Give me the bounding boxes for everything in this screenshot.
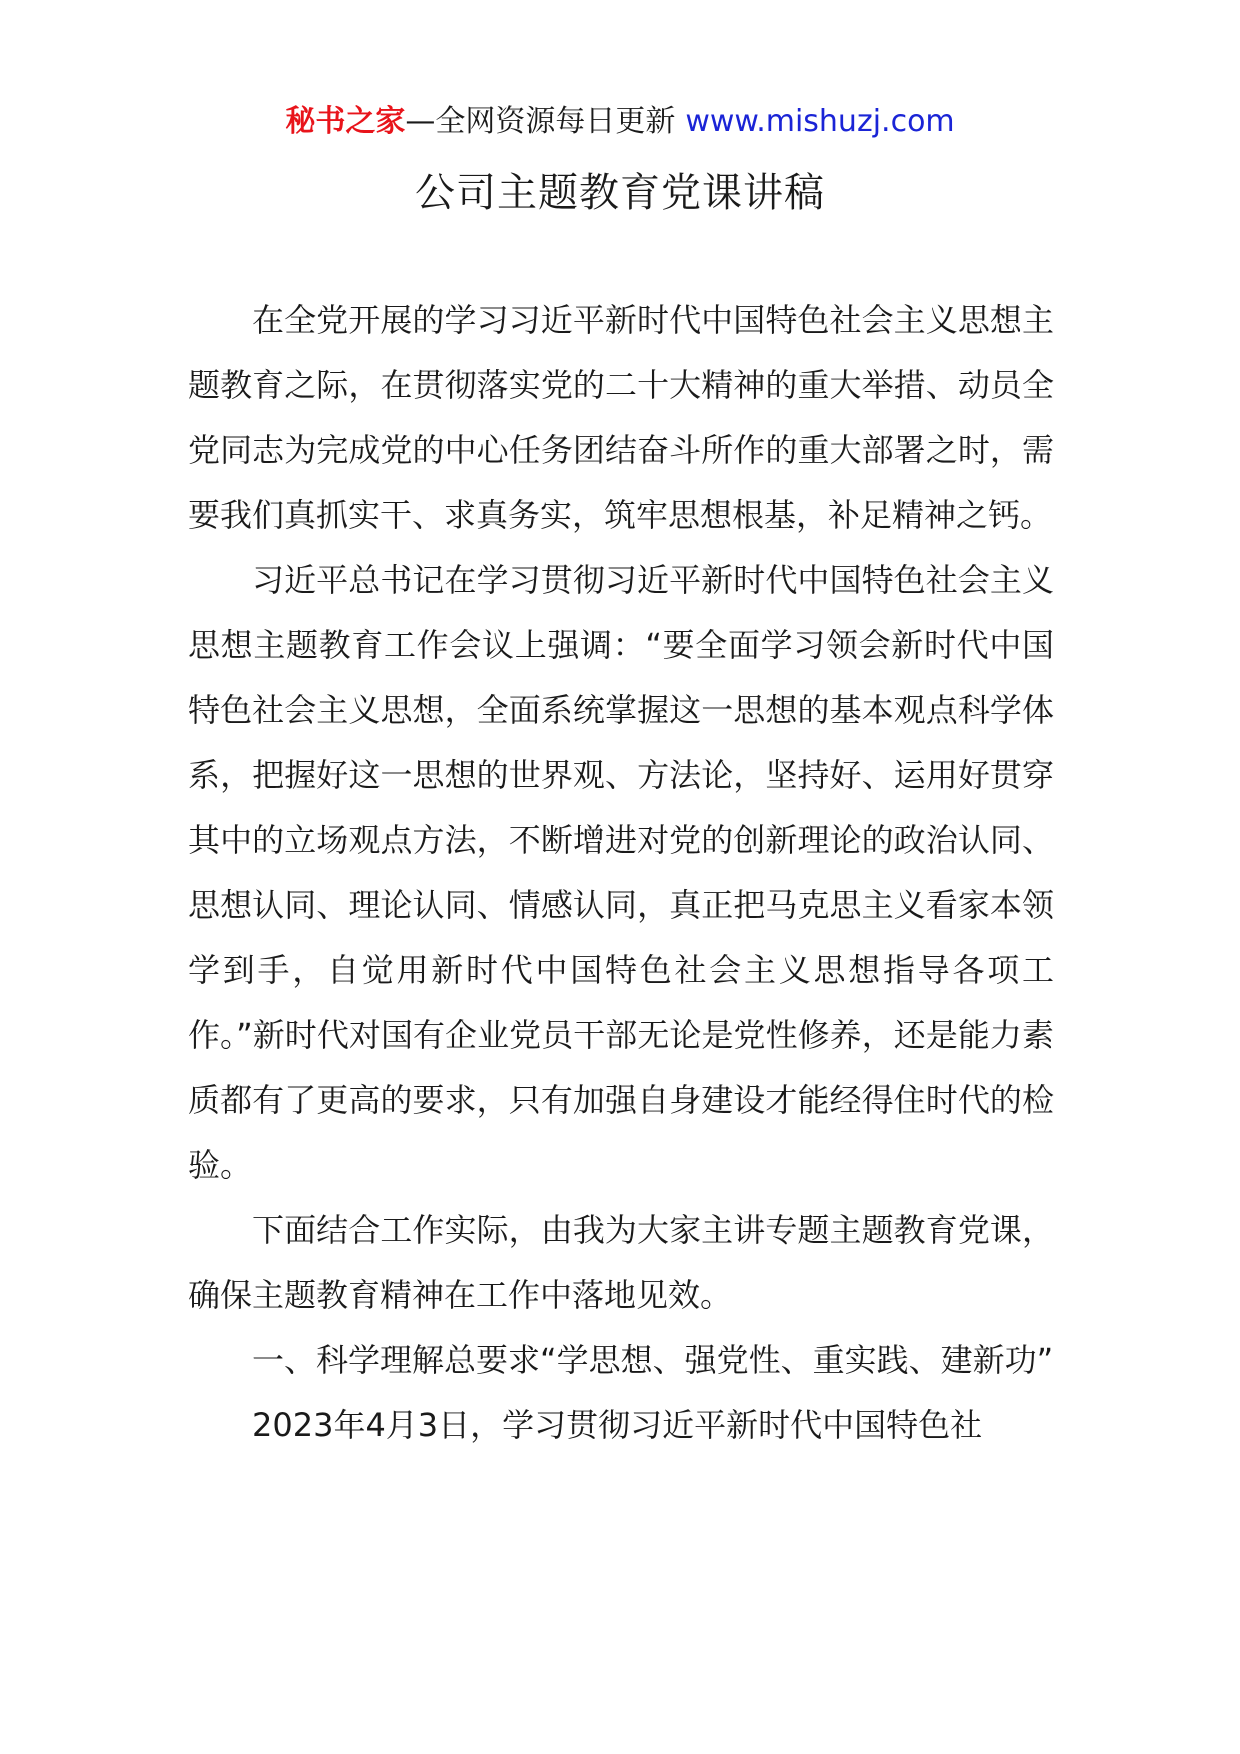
brand-name: 秘书之家 bbox=[285, 104, 406, 139]
source-banner bbox=[0, 100, 1240, 144]
paragraph-quote: 习近平总书记在学习贯彻习近平新时代中国特色社会主义思想主题教育工作会议上强调：“要全面学习领会新时代中国特色社会主义思想，全面系统掌握这一思想的基本观点科学体系，把握好这一思想的世界观、方法论，坚持好、运用好贯穿其中的立场观点方法，不断增进对党的创新理论的政治认同、思想认同、理论认同、情感认同，真正把马克思主义看家本领学到手，自觉用新时代中国特色社会主义思想指导各项工作。”新时代对国有企业党员干部无论是党性修养，还是能力素质都有了更高的要求，只有加强自身建设才能经得住时代的检验。 bbox=[188, 561, 1054, 1184]
paragraph-transition: 下面结合工作实际，由我为大家主讲专题主题教育党课，确保主题教育精神在工作中落地见效。 bbox=[188, 1211, 1054, 1314]
site-url: www.mishuzj.com bbox=[685, 104, 955, 139]
brand-tagline: —全网资源每日更新 bbox=[405, 104, 676, 139]
document-body bbox=[188, 288, 1054, 1458]
paragraph-date: 2023年4月3日，学习贯彻习近平新时代中国特色社 bbox=[252, 1406, 983, 1444]
section-heading-1: 一、科学理解总要求“学思想、强党性、重实践、建新功” bbox=[252, 1341, 1054, 1379]
paragraph-intro: 在全党开展的学习习近平新时代中国特色社会主义思想主题教育之际，在贯彻落实党的二十大精神的重大举措、动员全党同志为完成党的中心任务团结奋斗所作的重大部署之时，需要我们真抓实干、求真务实，筑牢思想根基，补足精神之钙。 bbox=[188, 301, 1054, 534]
document-title: 公司主题教育党课讲稿 bbox=[415, 170, 825, 216]
